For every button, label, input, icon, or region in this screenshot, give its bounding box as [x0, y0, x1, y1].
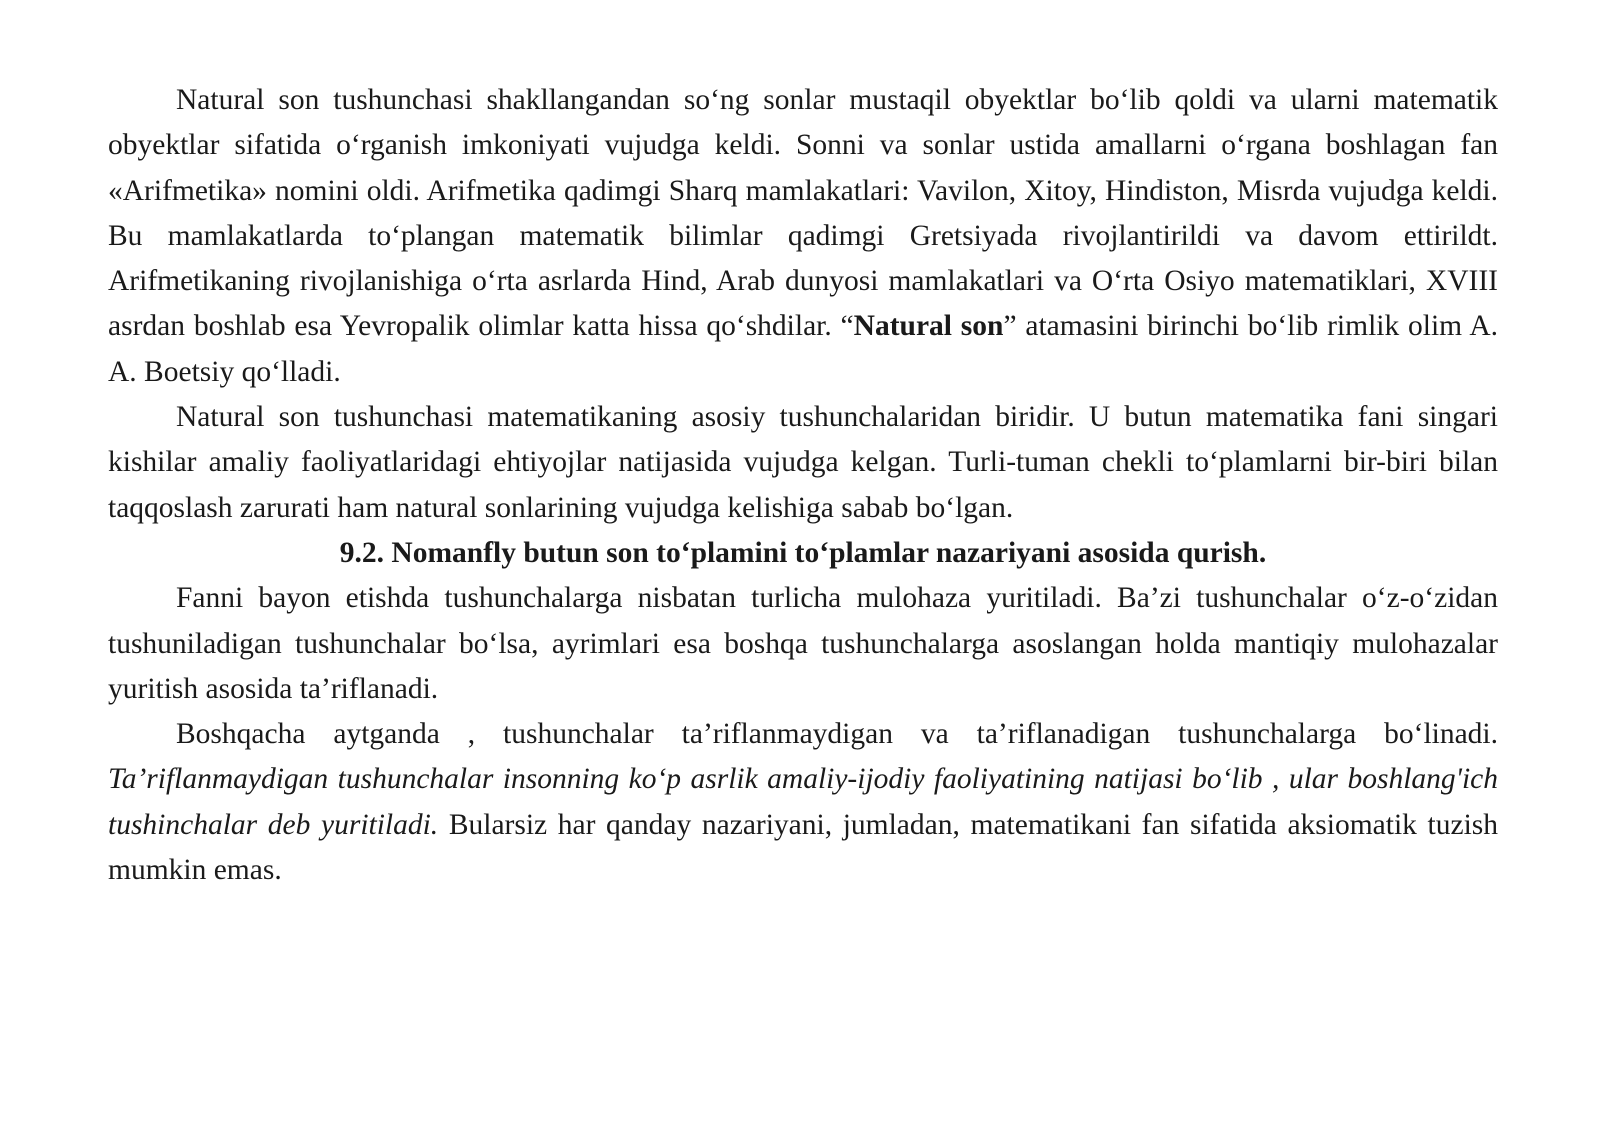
paragraph-text: ” atamasini birinchi bo‘lib rimlik olim A. A. Boetsiy qo‘lladi.	[108, 310, 1498, 388]
paragraph-natural-son-concept	[108, 395, 1498, 531]
bold-term-natural-son: Natural son	[853, 310, 1004, 343]
paragraph-undefined-concepts	[108, 712, 1498, 893]
paragraph-text: Boshqacha aytganda , tushunchalar ta’riflanmaydigan va ta’riflanadigan tushunchalarga bo‘linadi.	[176, 718, 1498, 751]
paragraph-natural-son-history	[108, 78, 1498, 395]
paragraph-concepts-reasoning	[108, 576, 1498, 712]
paragraph-text: Natural son tushunchasi matematikaning asosiy tushunchalaridan biridir. U butun matematika fani singari kishilar amaliy faoliyatlaridagi ehtiyojlar natijasida vujudga kelgan. Turli-tuman chekli to‘plamlarni bir-biri bilan taqqoslash zarurati ham natural sonlarining vujudga kelishiga sabab bo‘lgan.	[108, 401, 1498, 524]
italic-definition: Ta’riflanmaydigan tushunchalar insonning ko‘p asrlik amaliy-ijodiy faoliyatining natijasi bo‘lib , ular boshlang'ich tushinchalar deb yuritiladi.	[108, 763, 1498, 841]
section-heading: 9.2. Nomanfly butun son to‘plamini to‘plamlar nazariyani asosida qurish.	[339, 536, 1267, 569]
paragraph-text: Bularsiz har qanday nazariyani, jumladan, matematikani fan sifatida aksiomatik tuzish mumkin emas.	[108, 808, 1498, 887]
paragraph-text: Fanni bayon etishda tushunchalarga nisbatan turlicha mulohaza yuritiladi. Ba’zi tushunchalar o‘z-o‘zidan tushuniladigan tushunchalar bo‘lsa, ayrimlari esa boshqa tushunchalarga asoslangan holda mantiqiy mulohazalar yuritish asosida ta’riflanadi.	[108, 582, 1498, 705]
paragraph-text: Natural son tushunchasi shakllangandan so‘ng sonlar mustaqil obyektlar bo‘lib qoldi va ularni matematik obyektlar sifatida o‘rganish imkoniyati vujudga keldi. Sonni va sonlar ustida amallarni o‘rgana boshlagan fan «Arifmetika» nomini oldi. Arifmetika qadimgi Sharq mamlakatlari: Vavilon, Xitoy, Hindiston, Misrda vujudga keldi. Bu mamlakatlarda to‘plangan matematik bilimlar qadimgi Gretsiyada rivojlantirildi va davom ettirildt. Arifmetikaning rivojlanishiga o‘rta asrlarda Hind, Arab dunyosi mamlakatlari va O‘rta Osiyo matematiklari, XVIII asrdan boshlab esa Yevropalik olimlar katta hissa qo‘shdilar. “	[108, 84, 1498, 343]
document-page	[108, 78, 1498, 893]
